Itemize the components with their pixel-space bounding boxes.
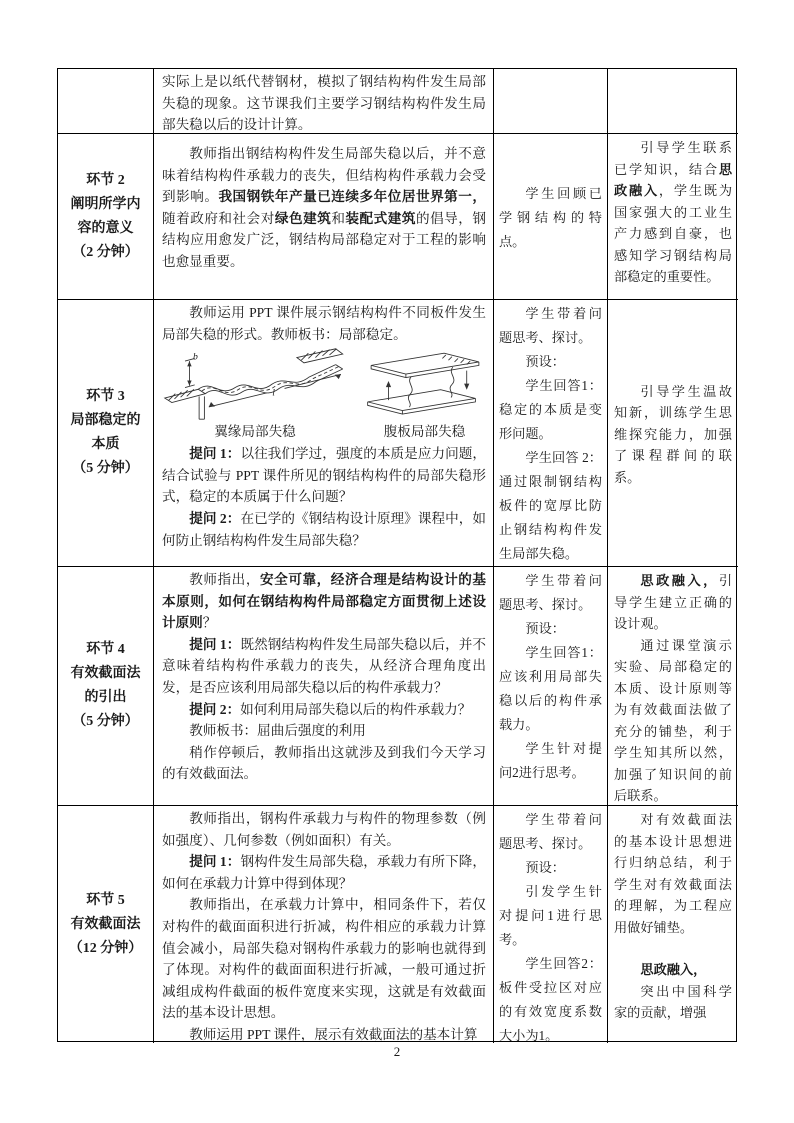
design-intent-cell — [608, 567, 738, 806]
paragraph: 预设： — [525, 621, 565, 636]
teacher-activity-cell — [154, 567, 494, 806]
figure-caption: 腹板局部失稳 — [383, 424, 466, 440]
figure-caption: 翼缘局部失稳 — [214, 424, 296, 440]
flange-buckling-figure — [163, 347, 348, 442]
web-buckling-drawing — [364, 348, 486, 421]
paragraph: 教师指出钢结构构件发生局部失稳以后，并不意味着结构构件承载力的丧失，但结构构件承载力会受到影响。我国钢铁年产量已连续多年位居世界第一，随着政府和社会对绿色建筑和装配式建筑的倡导，钢结构应用愈发广泛，钢结构局部稳定对于工程的影响也愈显重要。 — [162, 146, 486, 269]
paragraph: 引发学生针对提问1进行思考。 — [499, 884, 602, 947]
paragraph: 教师运用 PPT 课件，展示有效截面法的基本计算 — [189, 1026, 478, 1042]
paragraph: 教师指出，在承载力计算中，相同条件下，若仅对构件的截面面积进行折减，构件相应的承载力计算值会减小，局部失稳对钢构件承载力的影响也就得到了体现。对构件的截面面积进行折减，一般可通过折减组成构件截面的板件宽度来实现，这就是有效截面法的基本设计思想。 — [162, 897, 486, 1021]
flange-buckling-drawing — [163, 347, 348, 421]
student-activity-cell — [494, 69, 608, 134]
page-number: 2 — [393, 1044, 401, 1059]
paragraph: 教师板书：屈曲后强度的利用 — [189, 723, 366, 739]
paragraph: 思政融入，引导学生建立正确的设计观。 — [614, 573, 732, 631]
dim-b-label: b — [192, 351, 198, 363]
paragraph: 学生回答1：应该利用局部失稳以后的构件承载力。 — [499, 645, 602, 732]
paragraph: 引导学生温故知新，训练学生思维探究能力，加强了课程群间的联系。 — [614, 383, 732, 485]
paragraph: 教师运用 PPT 课件展示钢结构构件不同板件发生局部失稳的形式。教师板书：局部稳定。 — [162, 305, 486, 342]
teacher-activity-cell — [154, 69, 494, 134]
paragraph: 提问 1：钢构件发生局部失稳，承载力有所下降，如何在承载力计算中得到体现？ — [162, 854, 487, 891]
paragraph: 引导学生联系已学知识，结合思政融入，学生既为国家强大的工业生产力感到自豪，也感知学习钢结构局部稳定的重要性。 — [614, 140, 733, 284]
paragraph: 学生回答1：稳定的本质是变形问题。 — [499, 378, 602, 441]
teacher-activity-cell — [154, 300, 494, 567]
paragraph: 学生带着问题思考、探讨。 — [499, 573, 602, 612]
paragraph: 提问 1：既然钢结构构件发生局部失稳以后，并不意味着结构构件承载力的丧失，从经济合理角度出发，是否应该利用局部失稳以后的构件承载力？ — [162, 636, 487, 695]
design-intent-cell — [608, 134, 738, 300]
buckling-figures — [162, 347, 486, 442]
web-buckling-figure — [364, 348, 486, 442]
paragraph: 突出中国科学家的贡献，增强 — [614, 983, 732, 1020]
teacher-activity-cell — [154, 134, 494, 300]
paragraph: 预设： — [525, 354, 565, 369]
paragraph: 教师指出，钢构件承载力与构件的物理参数（例如强度）、几何参数（例如面积）有关。 — [162, 811, 486, 848]
stage-cell — [58, 567, 154, 806]
student-activity-cell — [494, 134, 608, 300]
design-intent-cell — [608, 806, 738, 1043]
stage-title: 环节 3 局部稳定的 本质 （5 分钟） — [70, 389, 141, 476]
stage-cell — [58, 69, 154, 134]
paragraph: 学生带着问题思考、探讨。 — [499, 306, 602, 345]
design-intent-cell — [608, 69, 738, 134]
paragraph: 学生回答 2：通过限制钢结构板件的宽厚比防止钢结构构件发生局部失稳。 — [499, 450, 602, 561]
paragraph: 提问 1：以往我们学过，强度的本质是应力问题，结合试验与 PPT 课件所见的钢结构构件的局部失稳形式，稳定的本质属于什么问题？ — [162, 446, 487, 505]
paragraph: 学生针对提问2进行思考。 — [499, 741, 602, 780]
paragraph: 学生带着问题思考、探讨。 — [499, 812, 602, 851]
dim-l-label: l — [271, 387, 275, 399]
paragraph: 提问 2：在已学的《钢结构设计原理》课程中，如何防止钢结构构件发生局部失稳？ — [162, 510, 487, 548]
paragraph: 通过课堂演示实验、局部稳定的本质、设计原则等为有效截面法做了充分的铺垫，利于学生知其所以然，加强了知识间的前后联系。 — [614, 637, 732, 803]
student-activity-cell — [494, 567, 608, 806]
stage-title: 环节 4 有效截面法 的引出 （5 分钟） — [70, 642, 141, 729]
stage-cell — [58, 300, 154, 567]
lesson-plan-table — [57, 68, 737, 1042]
paragraph: 学生回顾已学钢结构的特点。 — [499, 185, 602, 249]
teacher-activity-cell — [154, 806, 494, 1043]
paragraph: 对有效截面法的基本设计思想进行归纳总结，利于学生对有效截面法的理解，为工程应用做好铺垫。 — [614, 812, 732, 935]
paragraph: 实际上是以纸代替钢材，模拟了钢结构构件发生局部失稳的现象。这节课我们主要学习钢结构构件发生局部失稳以后的设计计算。 — [162, 74, 486, 133]
paragraph: 预设： — [525, 860, 565, 875]
paragraph: 思政融入， — [640, 962, 707, 977]
stage-title: 环节 2 阐明所学内 容的意义 （2 分钟） — [70, 172, 141, 260]
stage-title: 环节 5 有效截面法 （12 分钟） — [68, 892, 143, 956]
stage-cell — [58, 134, 154, 300]
student-activity-cell — [494, 806, 608, 1043]
paragraph: 稍作停顿后，教师指出这就涉及到我们今天学习的有效截面法。 — [162, 744, 486, 782]
paragraph: 提问 2：如何利用局部失稳以后的构件承载力？ — [189, 701, 472, 717]
paragraph: 学生回答2：板件受拉区对应的有效宽度系数大小为1。 — [499, 956, 602, 1043]
stage-cell — [58, 806, 154, 1043]
design-intent-cell — [608, 300, 738, 567]
paragraph: 教师指出，安全可靠，经济合理是结构设计的基本原则，如何在钢结构构件局部稳定方面贯彻上述设计原则？ — [162, 572, 487, 631]
student-activity-cell — [494, 300, 608, 567]
